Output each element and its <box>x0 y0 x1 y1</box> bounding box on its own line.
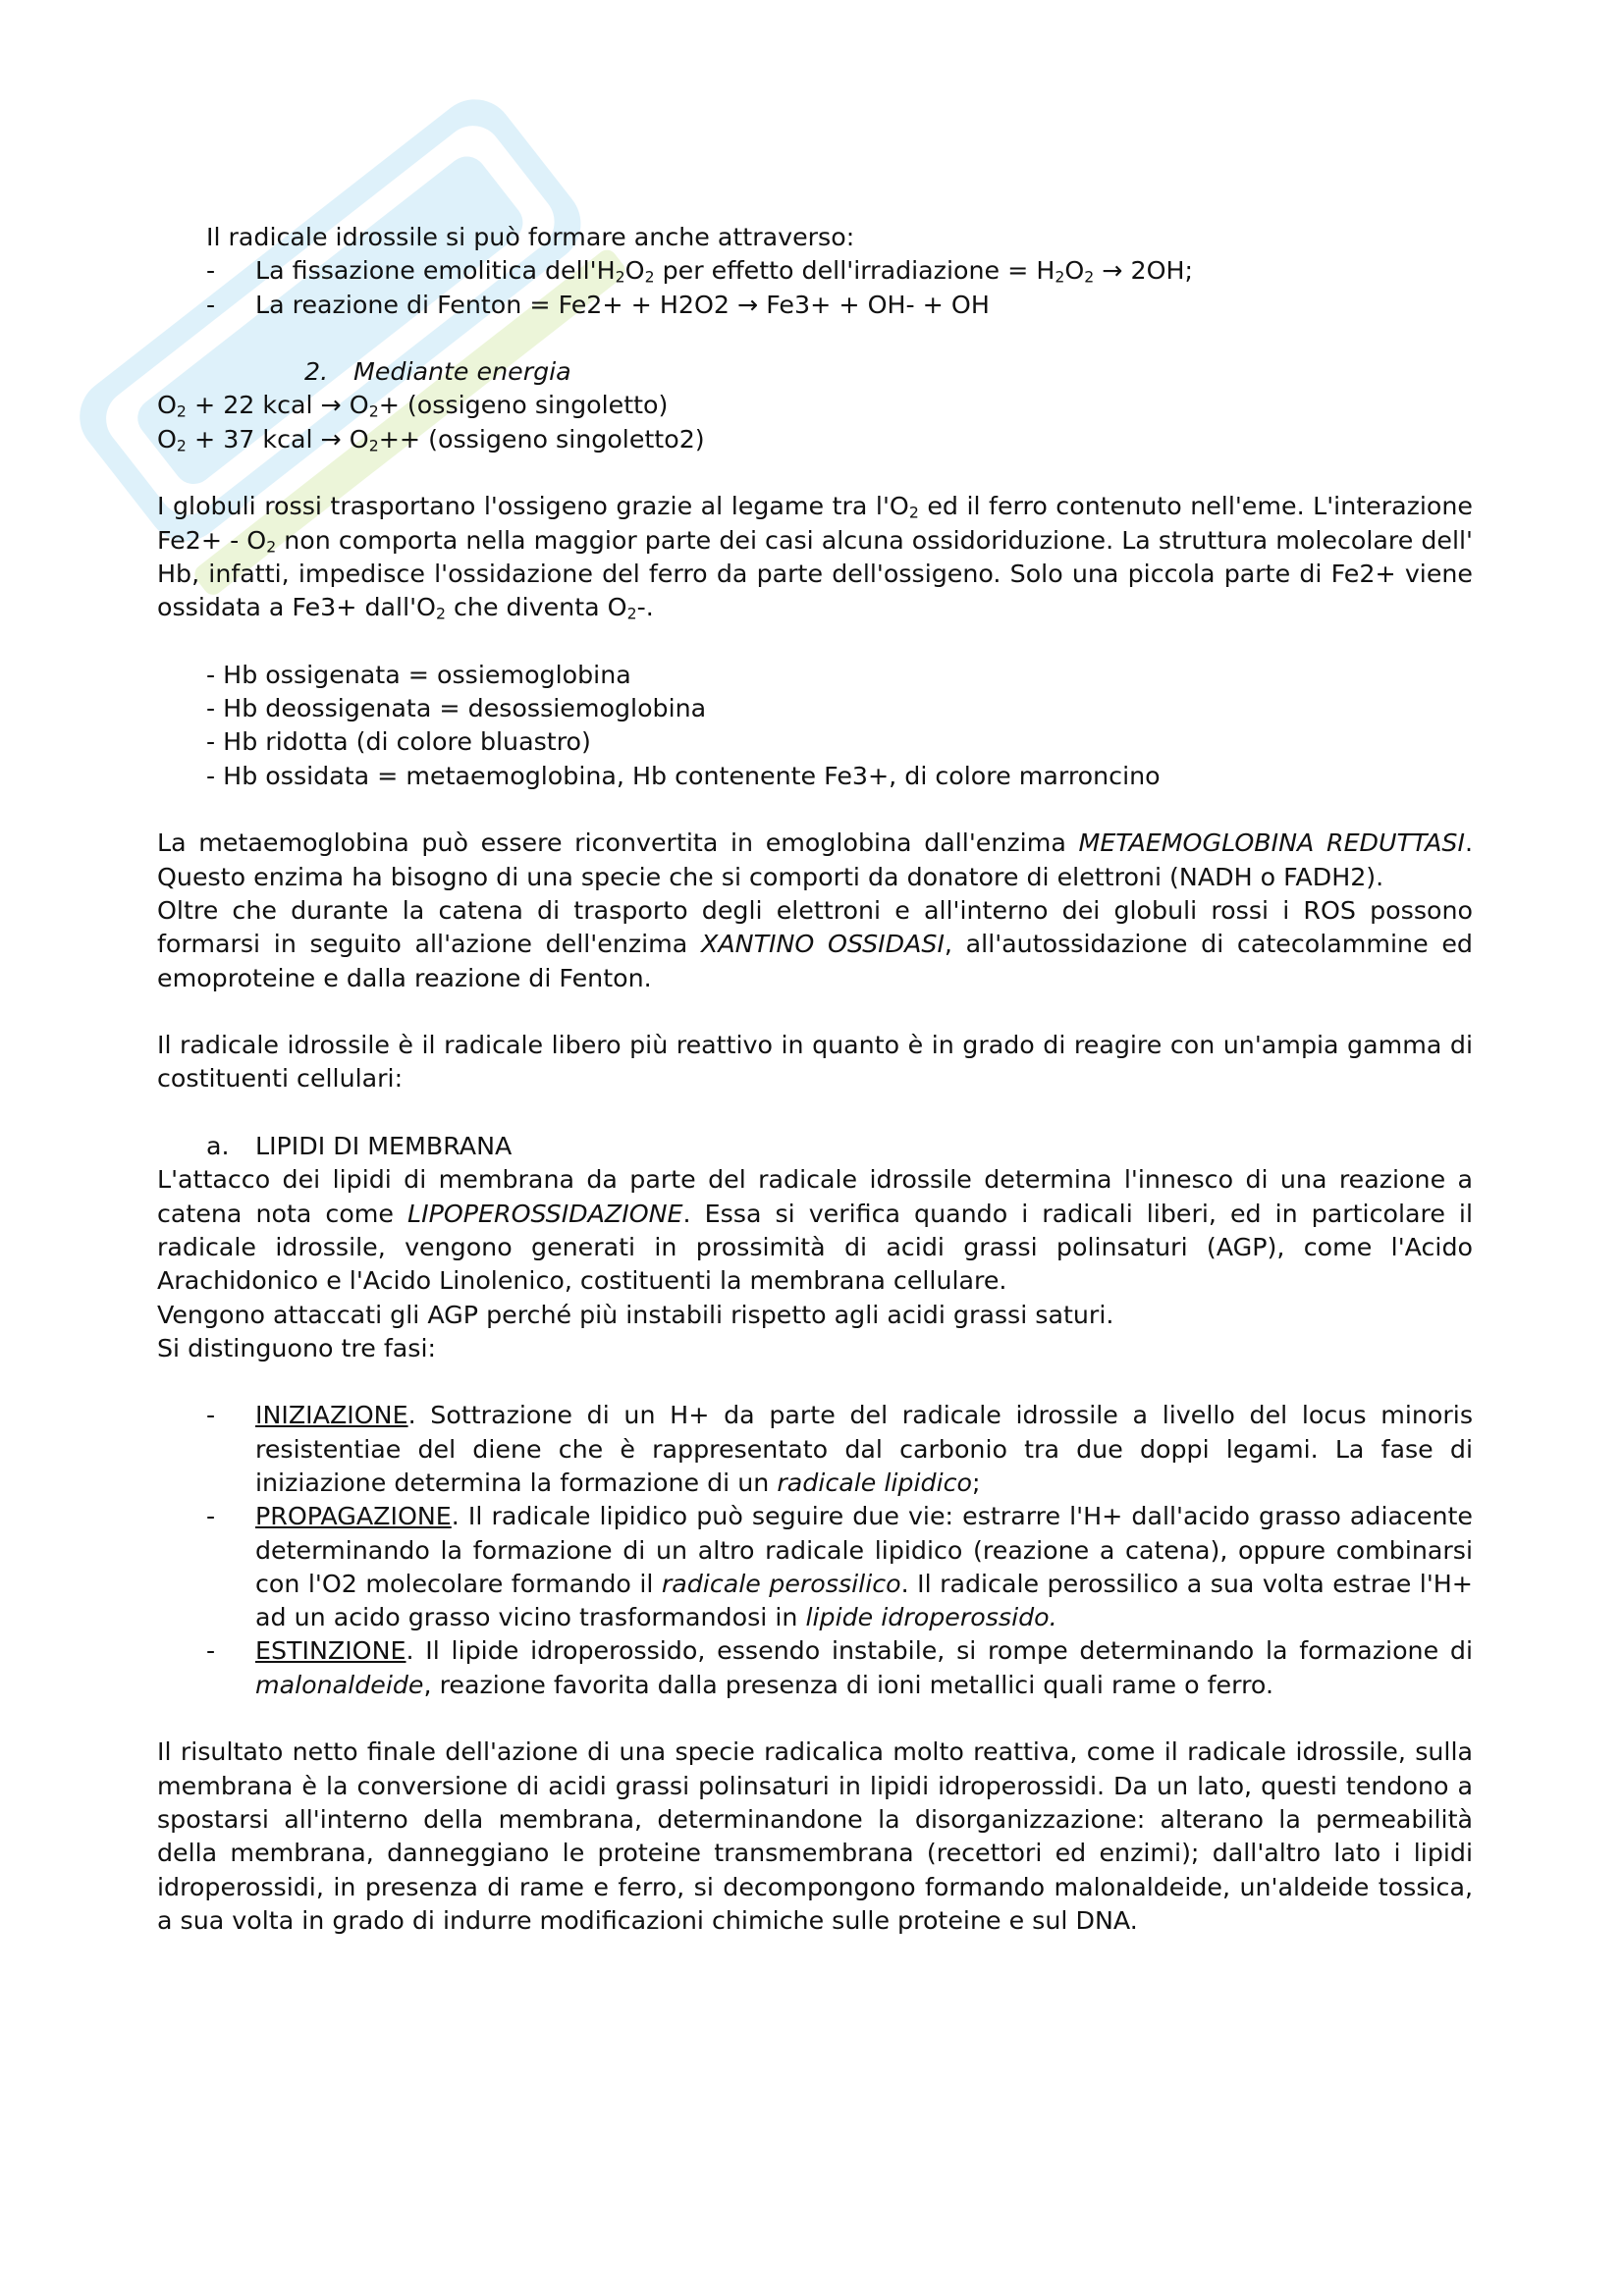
hb-list <box>206 659 1473 793</box>
phase-iniziazione: - INIZIAZIONE. Sottrazione di un H+ da parte del radicale idrossile a livello del locus minoris resistentiae del diene che è rappresentato dal carbonio tra due doppi legami. La fase di iniziazione determina la formazione di un radicale lipidico; <box>157 1399 1473 1500</box>
formation-list <box>157 254 1473 322</box>
list-item: - Hb ridotta (di colore bluastro) <box>206 727 591 757</box>
paragraph-metaemoglobina: La metaemoglobina può essere riconvertita in emoglobina dall'enzima METAEMOGLOBINA REDUTTASI. Questo enzima ha bisogno di una specie che si comporti da donatore di elettroni (NADH o FADH2). <box>157 828 1474 891</box>
section-heading-lipidi: a. LIPIDI DI MEMBRANA <box>206 1132 513 1161</box>
list-item: - Hb ossidata = metaemoglobina, Hb contenente Fe3+, di colore marroncino <box>206 761 1161 790</box>
paragraph-ros: Oltre che durante la catena di trasporto degli elettroni e all'interno dei globuli rossi i ROS possono formarsi in seguito all'azione dell'enzima XANTINO OSSIDASI, all'autossidazione di catecolammine ed emoproteine e dalla reazione di Fenton. <box>157 895 1473 992</box>
phase-propagazione: - PROPAGAZIONE. Il radicale lipidico può seguire due vie: estrarre l'H+ dall'acido grasso adiacente determinando la formazione di un altro radicale lipidico (reazione a catena), oppure combinarsi con l'O2 molecolare formando il radicale perossilico. Il radicale perossilico a sua volta estrae l'H+ ad un acido grasso vicino trasformandosi in lipide idroperossido. <box>157 1500 1473 1634</box>
list-item: - La reazione di Fenton = Fe2+ + H2O2 → Fe3+ + OH- + OH <box>157 289 1473 322</box>
energy-line: $O_2 + 37$ kcal → $O_2++$ (ossigeno singoletto2) <box>157 424 705 455</box>
paragraph-final: Il risultato netto finale dell'azione di una specie radicalica molto reattiva, come il radicale idrossile, sulla membrana è la conversione di acidi grassi polinsaturi in lipidi idroperossidi. Da un lato, questi tendono a spostarsi all'interno della membrana, determinandone la disorganizzazione: alterano la permeabilità della membrana, danneggiano le proteine transmembrana (recettori ed enzimi); dall'altro lato i lipidi idroperossidi, in presenza di rame e ferro, si decompongono formando malonaldeide, un'aldeide tossica, a sua volta in grado di indurre modificazioni chimiche sulle proteine e sul DNA. <box>157 1737 1473 1935</box>
list-item: - Hb deossigenata = desossiemoglobina <box>206 694 707 723</box>
intro-line: Il radicale idrossile si può formare anche attraverso: <box>206 223 855 251</box>
section-heading-energy: 2. Mediante energia <box>304 357 571 387</box>
document-page <box>157 221 1473 1938</box>
paragraph-reattivo: Il radicale idrossile è il radicale libero più reattivo in quanto è in grado di reagire con un'ampia gamma di costituenti cellulari: <box>157 1031 1473 1094</box>
phase-estinzione: - ESTINZIONE. Il lipide idroperossido, essendo instabile, si rompe determinando la formazione di malonaldeide, reazione favorita dalla presenza di ioni metallici quali rame o ferro. <box>157 1634 1473 1702</box>
line-fasi: Si distinguono tre fasi: <box>157 1333 436 1362</box>
list-item: - La fissazione emolitica $dell'H_2O_2$ per effetto dell'irradiazione = $H_2O_2 \to 2OH$; <box>157 254 1473 288</box>
energy-line: $O_2 + 22$ kcal → $O_2+$ (ossigeno singoletto) <box>157 391 669 421</box>
list-item: - Hb ossigenata = ossiemoglobina <box>206 660 631 689</box>
paragraph-attacco: L'attacco dei lipidi di membrana da parte del radicale idrossile determina l'innesco di una reazione a catena nota come LIPOPEROSSIDAZIONE. Essa si verifica quando i radicali liberi, ed in particolare il radicale idrossile, vengono generati in prossimità di acidi grassi polinsaturi (AGP), come l'Acido Arachidonico e l'Acido Linolenico, costituenti la membrana cellulare. <box>157 1165 1473 1296</box>
paragraph-globuli: I globuli rossi trasportano l'ossigeno grazie al legame tra $l'O_2$ ed il ferro contenuto nell'eme. L'interazione $Fe2+ - O_2$ non comporta nella maggior parte dei casi alcuna ossidoriduzione. La struttura molecolare dell' Hb, infatti, impedisce l'ossidazione del ferro da parte dell'ossigeno. Solo una piccola parte di Fe2+ viene ossidata a $Fe3+ dall'O_2$ che diventa $O_2-$. <box>157 492 1473 623</box>
line-agp: Vengono attaccati gli AGP perché più instabili rispetto agli acidi grassi saturi. <box>157 1300 1114 1329</box>
phases-list <box>157 1399 1473 1702</box>
